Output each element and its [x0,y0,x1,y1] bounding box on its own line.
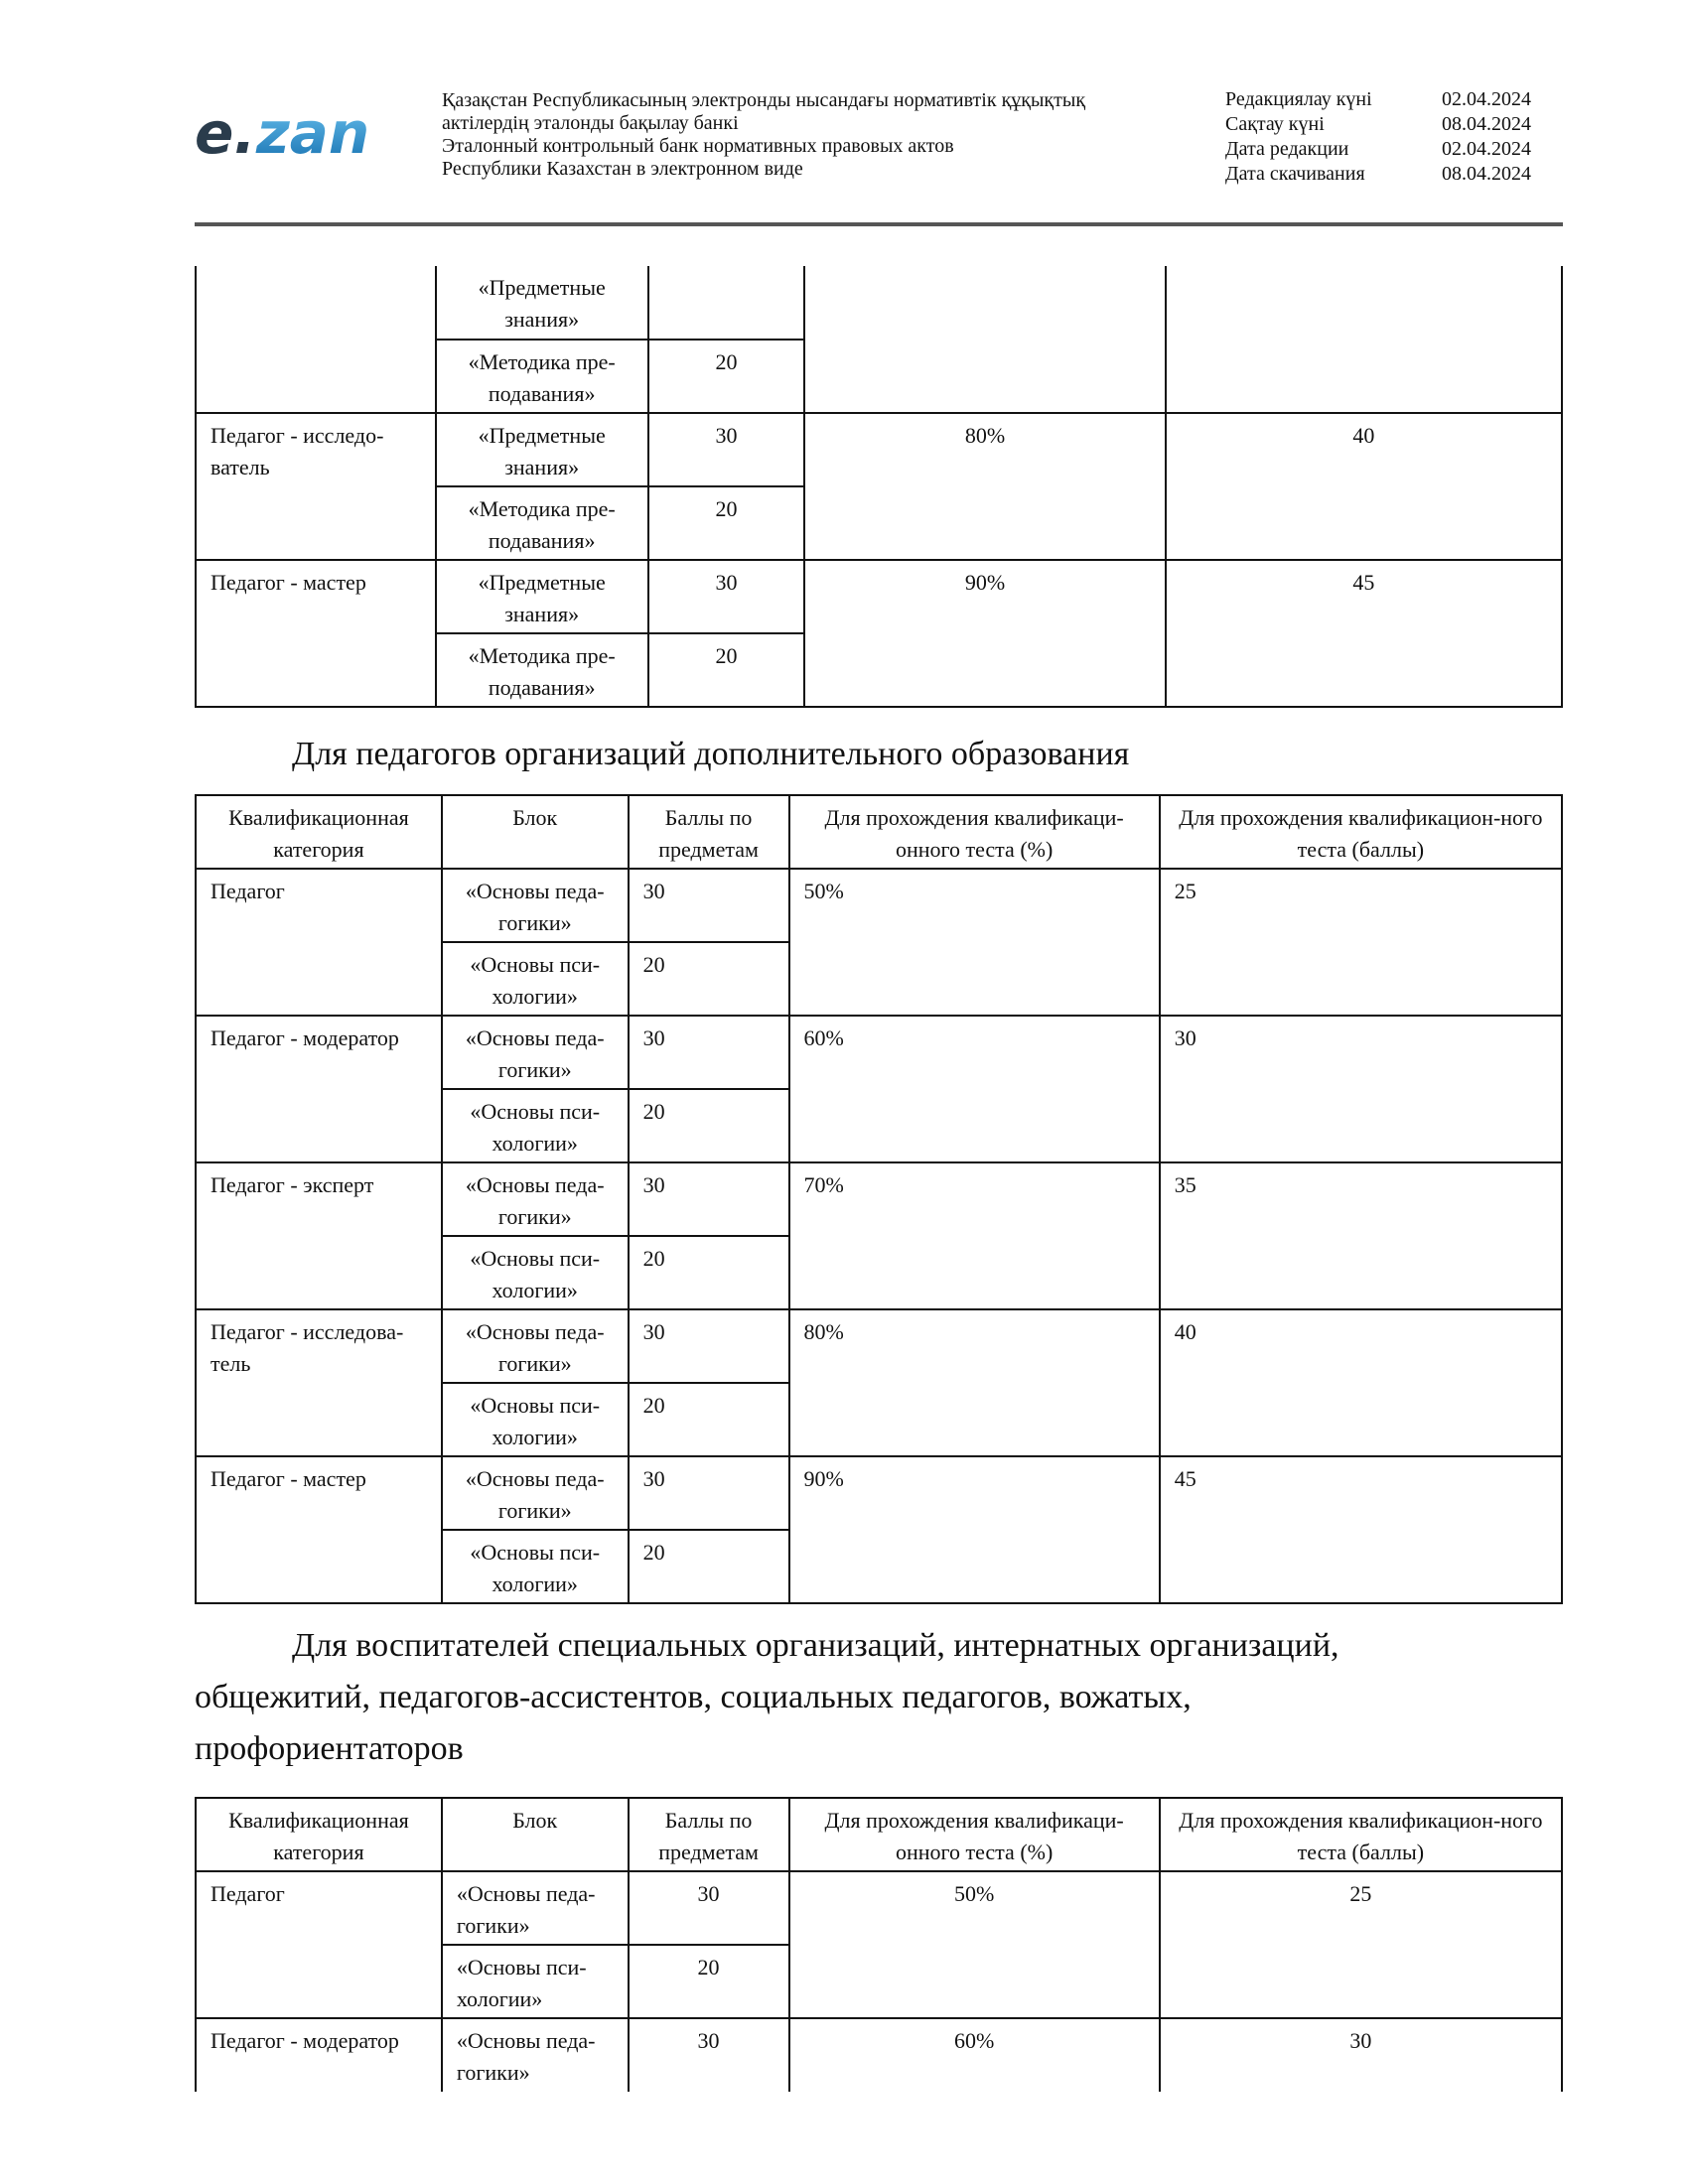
table-row [196,1456,1562,1530]
score-cell: 20 [629,1383,789,1456]
block-cell: «Основы пси-хологии» [442,1945,629,2018]
table-row [196,1309,1562,1383]
block-cell: «Основы пси-хологии» [442,1383,629,1456]
points-cell: 45 [1160,1456,1562,1603]
table-row [196,1162,1562,1236]
block-cell: «Предметные знания» [436,560,648,633]
block-cell: «Основы педа-гогики» [442,869,629,942]
table-header-row [196,795,1562,869]
score-cell: 30 [648,560,805,633]
document-header [195,85,1563,226]
meta-label: Сақтау күні [1225,113,1325,135]
column-header: Для прохождения квалификацион-ного теста (баллы) [1160,795,1562,869]
meta-label: Дата скачивания [1225,163,1365,185]
score-cell: 30 [629,2018,789,2092]
table-additional-education [195,794,1563,1604]
block-cell: «Предметные знания» [436,266,648,340]
percent-cell [804,266,1165,413]
org-line: Эталонный контрольный банк нормативных правовых актов [442,135,954,157]
points-cell: 25 [1160,1871,1562,2018]
meta-value: 08.04.2024 [1442,163,1531,185]
category-cell [196,266,436,413]
block-cell: «Основы педа-гогики» [442,1309,629,1383]
score-cell: 20 [648,633,805,707]
table-row [196,869,1562,942]
section-heading [195,1620,1563,1775]
column-header: Блок [442,1798,629,1871]
svg-text:e.: e. [195,99,256,167]
percent-cell: 50% [789,869,1160,1016]
org-line: актілердің эталонды бақылау банкі [442,112,739,134]
category-cell: Педагог - мастер [196,1456,442,1603]
block-cell: «Основы пси-хологии» [442,942,629,1016]
org-line: Республики Казахстан в электронном виде [442,158,803,180]
block-cell: «Методика пре-подавания» [436,340,648,413]
meta-label: Редакциялау күні [1225,88,1372,110]
score-cell: 20 [629,1236,789,1309]
table-row [196,1871,1562,1945]
percent-cell: 90% [804,560,1165,707]
points-cell: 45 [1166,560,1562,707]
date-meta [1225,87,1563,187]
block-cell: «Основы педа-гогики» [442,1456,629,1530]
table-row [196,1016,1562,1089]
block-cell: «Предметные знания» [436,413,648,486]
score-cell: 20 [629,1530,789,1603]
meta-label: Дата редакции [1225,138,1349,160]
meta-value: 02.04.2024 [1442,88,1531,110]
ezan-logo [195,97,393,167]
block-cell: «Методика пре-подавания» [436,486,648,560]
score-cell: 30 [648,413,805,486]
category-cell: Педагог - исследова-тель [196,1309,442,1456]
percent-cell: 60% [789,2018,1160,2092]
table-row [196,266,1562,340]
percent-cell: 80% [804,413,1165,560]
points-cell: 40 [1160,1309,1562,1456]
column-header: Для прохождения квалификаци-онного теста (%) [789,1798,1160,1871]
block-cell: «Основы пси-хологии» [442,1530,629,1603]
section-heading: Для педагогов организаций дополнительного образования [292,736,1130,772]
score-cell: 30 [629,1456,789,1530]
score-cell [648,266,805,340]
table-row [196,560,1562,633]
heading-line: профориентаторов [195,1730,464,1767]
meta-value: 02.04.2024 [1442,138,1531,160]
category-cell: Педагог - модератор [196,1016,442,1162]
score-cell: 30 [629,869,789,942]
heading-line: Для воспитателей специальных организаций, интернатных организаций, [292,1627,1339,1664]
points-cell: 25 [1160,869,1562,1016]
block-cell: «Основы педа-гогики» [442,1871,629,1945]
points-cell: 35 [1160,1162,1562,1309]
score-cell: 30 [629,1016,789,1089]
block-cell: «Основы педа-гогики» [442,1162,629,1236]
score-cell: 30 [629,1309,789,1383]
percent-cell: 70% [789,1162,1160,1309]
points-cell: 30 [1160,2018,1562,2092]
category-cell: Педагог - исследо-ватель [196,413,436,560]
column-header: Для прохождения квалификацион-ного теста (баллы) [1160,1798,1562,1871]
category-cell: Педагог - эксперт [196,1162,442,1309]
meta-value: 08.04.2024 [1442,113,1531,135]
score-cell: 20 [629,1945,789,2018]
table-header-row [196,1798,1562,1871]
block-cell: «Методика пре-подавания» [436,633,648,707]
percent-cell: 90% [789,1456,1160,1603]
column-header: Для прохождения квалификаци-онного теста (%) [789,795,1160,869]
percent-cell: 80% [789,1309,1160,1456]
score-cell: 20 [648,486,805,560]
column-header: Квалификационная категория [196,1798,442,1871]
table-educators [195,1797,1563,2092]
category-cell: Педагог [196,1871,442,2018]
category-cell: Педагог [196,869,442,1016]
column-header: Баллы по предметам [629,1798,789,1871]
svg-text:zan: zan [256,99,370,167]
column-header: Блок [442,795,629,869]
org-title [442,89,1177,181]
block-cell: «Основы пси-хологии» [442,1236,629,1309]
points-cell: 30 [1160,1016,1562,1162]
column-header: Баллы по предметам [629,795,789,869]
percent-cell: 60% [789,1016,1160,1162]
score-cell: 20 [648,340,805,413]
org-line: Қазақстан Республикасының электронды нысандағы нормативтік құқықтық [442,89,1086,111]
score-cell: 30 [629,1871,789,1945]
category-cell: Педагог - мастер [196,560,436,707]
block-cell: «Основы пси-хологии» [442,1089,629,1162]
points-cell [1166,266,1562,413]
block-cell: «Основы педа-гогики» [442,1016,629,1089]
heading-line: общежитий, педагогов-ассистентов, социальных педагогов, вожатых, [195,1679,1192,1715]
points-cell: 40 [1166,413,1562,560]
percent-cell: 50% [789,1871,1160,2018]
column-header: Квалификационная категория [196,795,442,869]
block-cell: «Основы педа-гогики» [442,2018,629,2092]
table-continued [195,266,1563,708]
score-cell: 20 [629,942,789,1016]
score-cell: 30 [629,1162,789,1236]
score-cell: 20 [629,1089,789,1162]
table-row [196,413,1562,486]
table-row [196,2018,1562,2092]
category-cell: Педагог - модератор [196,2018,442,2092]
